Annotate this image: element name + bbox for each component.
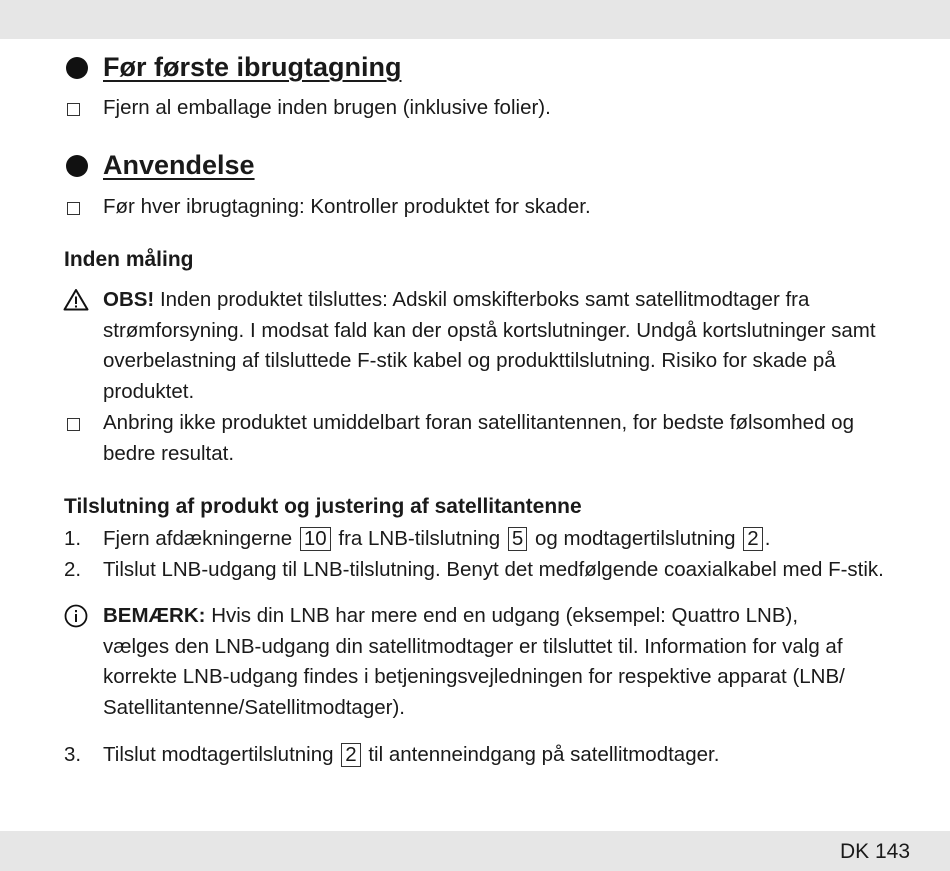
step-number: 2.: [64, 558, 82, 581]
ref-number-box: 5: [508, 527, 527, 551]
section-heading-first-use: [66, 52, 401, 83]
step-1: Fjern afdækningerne 10 fra LNB-tilslutning 5 og modtagertilslutning 2 .: [103, 527, 771, 550]
step-2: Tilslut LNB-udgang til LNB-tilslutning. Benyt det medfølgende coaxialkabel med F-stik.: [103, 558, 884, 581]
list-item: Anbring ikke produktet umiddelbart foran satellitantennen, for bedste følsomhed og: [103, 411, 854, 434]
warning-triangle-icon: [63, 288, 89, 311]
note-line: korrekte LNB-udgang findes i betjeningsvejledningen for respektive apparat (LNB/: [103, 665, 845, 688]
bottom-band: [0, 831, 950, 871]
section-heading-usage: [66, 150, 255, 181]
warning-line: strømforsyning. I modsat fald kan der opstå kortslutninger. Undgå kortslutninger samt: [103, 318, 876, 342]
warning-line: produktet.: [103, 379, 195, 403]
subheading-connection: Tilslutning af produkt og justering af satellitantenne: [64, 495, 582, 518]
bullet-dot-icon: [66, 57, 88, 79]
warning-label: OBS!: [103, 288, 155, 311]
subheading-before-measuring: Inden måling: [64, 248, 194, 271]
checkbox-square-icon: [67, 202, 80, 215]
warning-line: overbelastning af tilsluttede F-stik kabel og produkttilslutning. Risiko for skade på: [103, 349, 836, 372]
note-line: Satellitantenne/Satellitmodtager).: [103, 695, 405, 719]
warning-line: [103, 285, 809, 316]
bullet-dot-icon: [66, 155, 88, 177]
list-item: Fjern al emballage inden brugen (inklusive folier).: [103, 96, 551, 119]
top-band: [0, 0, 950, 39]
checkbox-square-icon: [67, 418, 80, 431]
ref-number-box: 10: [300, 527, 331, 551]
step-number: 3.: [64, 743, 82, 766]
info-circle-icon: [64, 604, 88, 628]
heading-text: Før første ibrugtagning: [103, 52, 402, 82]
ref-number-box: 2: [743, 527, 762, 551]
note-line: vælges den LNB-udgang din satellitmodtager er tilsluttet til. Information for valg af: [103, 634, 843, 658]
ref-number-box: 2: [341, 743, 360, 767]
page-number: DK 143: [839, 840, 910, 863]
note-line: [103, 601, 798, 632]
note-label: BEMÆRK:: [103, 604, 206, 627]
heading-text: Anvendelse: [103, 150, 255, 180]
warning-text: Inden produktet tilsluttes: Adskil omskifterboks samt satellitmodtager fra: [154, 288, 810, 311]
note-text: Hvis din LNB har mere end en udgang (eksempel: Quattro LNB),: [205, 604, 799, 627]
list-item: Før hver ibrugtagning: Kontroller produktet for skader.: [103, 195, 591, 218]
step-3: Tilslut modtagertilslutning 2 til antenneindgang på satellitmodtager.: [103, 743, 720, 766]
list-item: bedre resultat.: [103, 441, 235, 465]
checkbox-square-icon: [67, 103, 80, 116]
step-number: 1.: [64, 527, 82, 550]
